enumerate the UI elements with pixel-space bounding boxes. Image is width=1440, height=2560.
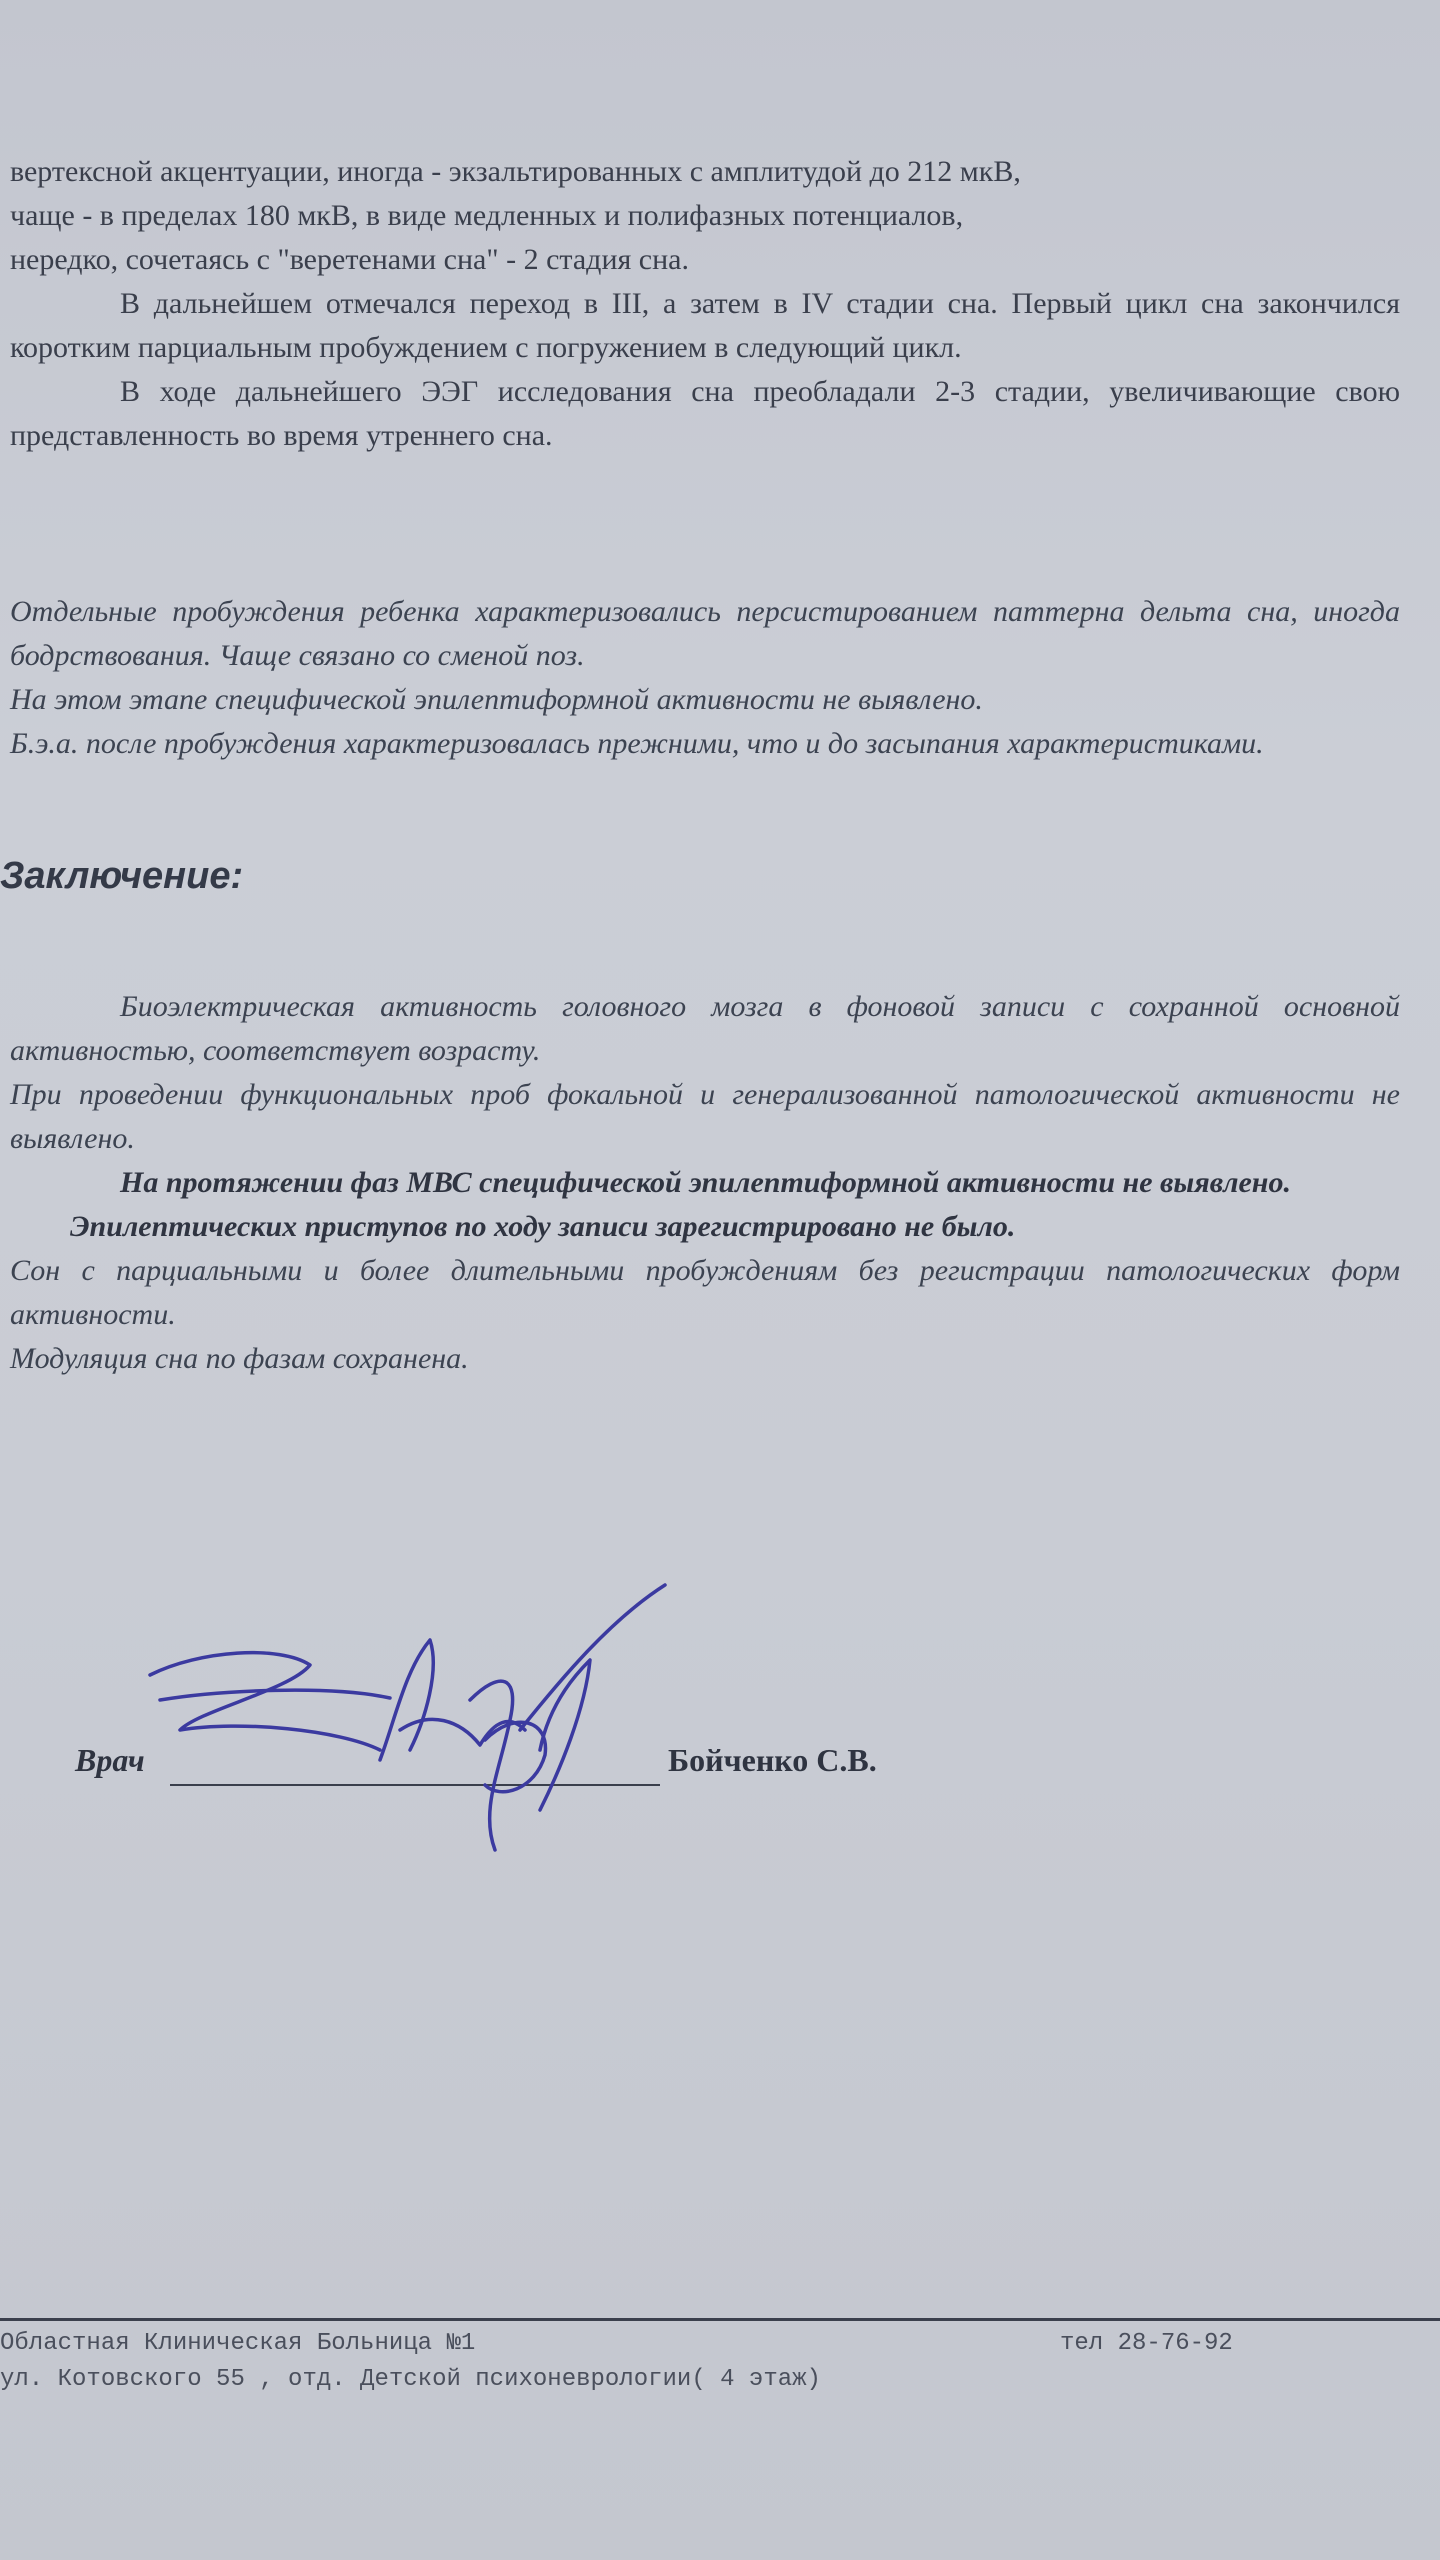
signature-label: Врач (75, 1742, 145, 1778)
conclusion-p5: Сон с парциальными и более длительными пробуждениям без регистрации патологических форм активности. (10, 1254, 1400, 1331)
conclusion-body (10, 985, 1400, 1381)
footer-phone: тел 28-76-92 (1060, 2330, 1233, 2357)
signature-strokes (150, 1585, 665, 1850)
conclusion-heading: Заключение: (0, 855, 244, 897)
report-line-1: вертексной акцентуации, иногда - экзальтированных с амплитудой до 212 мкВ, (10, 155, 1021, 188)
conclusion-p1: Биоэлектрическая активность головного мозга в фоновой записи с сохранной основной активностью, соответствует возрасту. (10, 990, 1400, 1067)
note-awakenings: Отдельные пробуждения ребенка характеризовались персистированием паттерна дельта сна, иногда бодрствования. Чаще связано со сменой поз. (10, 595, 1400, 672)
note-no-activity: На этом этапе специфической эпилептиформной активности не выявлено. (10, 683, 983, 716)
report-notes (10, 590, 1400, 766)
doctor-name: Бойченко С.В. (668, 1742, 877, 1778)
footer-divider (0, 2318, 1440, 2321)
conclusion-p4: Эпилептических приступов по ходу записи зарегистрировано не было. (70, 1210, 1016, 1243)
note-after-waking: Б.э.а. после пробуждения характеризовалась прежними, что и до засыпания характеристиками. (10, 727, 1264, 760)
report-line-3: нередко, сочетаясь с "веретенами сна" - 2 стадия сна. (10, 243, 689, 276)
report-body-top (10, 150, 1400, 458)
footer-hospital: Областная Клиническая Больница №1 (0, 2330, 476, 2357)
conclusion-p6: Модуляция сна по фазам сохранена. (10, 1342, 469, 1375)
report-line-2: чаще - в пределах 180 мкВ, в виде медленных и полифазных потенциалов, (10, 199, 964, 232)
handwritten-signature (140, 1580, 700, 1880)
footer-address: ул. Котовского 55 , отд. Детской психоневрологии( 4 этаж) (0, 2366, 821, 2393)
report-paragraph-sleep-stages: В дальнейшем отмечался переход в III, а затем в IV стадии сна. Первый цикл сна закончился коротким парциальным пробуждением с погружением в следующий цикл. (10, 287, 1400, 364)
conclusion-p2: При проведении функциональных проб фокальной и генерализованной патологической активности не выявлено. (10, 1078, 1400, 1155)
conclusion-p3: На протяжении фаз МВС специфической эпилептиформной активности не выявлено. (120, 1166, 1291, 1199)
report-paragraph-morning-sleep: В ходе дальнейшего ЭЭГ исследования сна преобладали 2-3 стадии, увеличивающие свою представленность во время утреннего сна. (10, 375, 1400, 452)
